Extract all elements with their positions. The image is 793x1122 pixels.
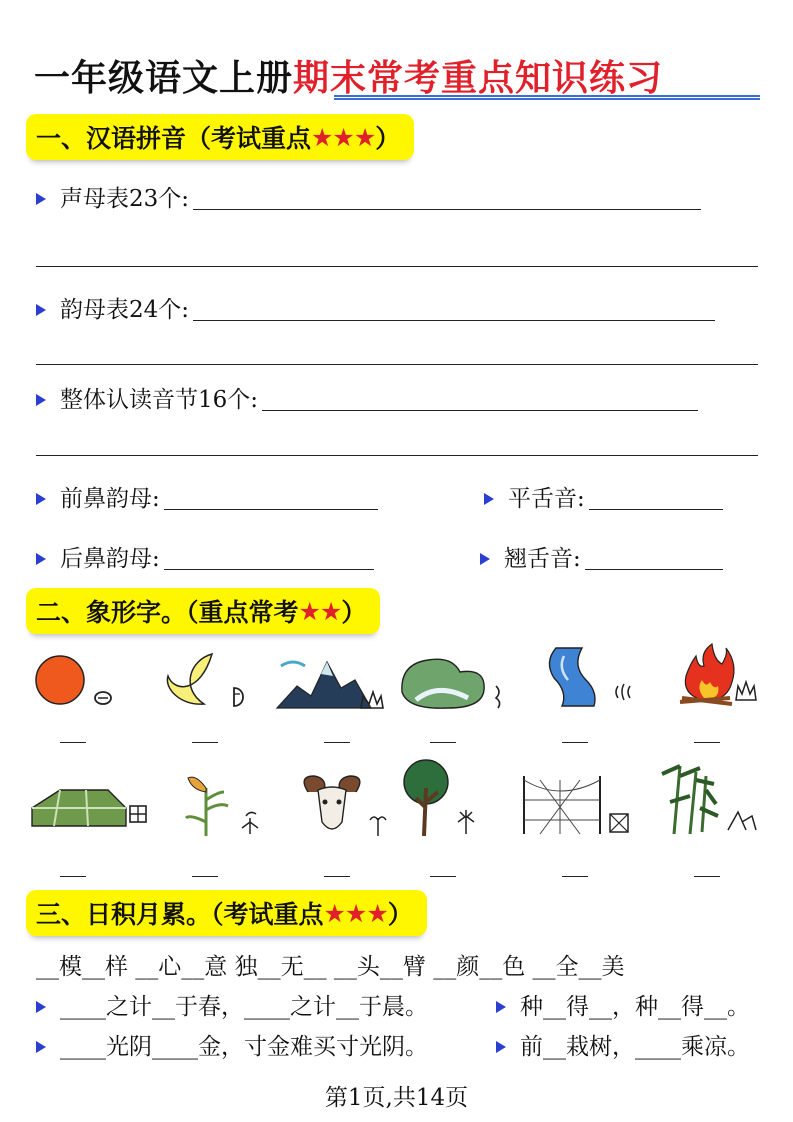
idiom-line-3b: [496, 1028, 750, 1061]
bullet-icon: [36, 493, 46, 505]
sun-glyph-icon: [95, 692, 111, 704]
bullet-icon: [496, 1041, 506, 1053]
net-glyph-icon: [610, 814, 628, 832]
qiaoshe-label: 翘舌音:: [504, 546, 581, 572]
star-rating: ★★★: [323, 898, 388, 928]
shengmu-row: [36, 180, 701, 213]
answer-blank[interactable]: [430, 742, 456, 743]
fire-picture: [672, 642, 762, 710]
bullet-icon: [496, 1001, 506, 1013]
section-pictograph-header: 二、象形字。（重点常考 ★★ ）: [26, 588, 380, 634]
qiaoshe-row: [480, 540, 723, 573]
stone-picture: [398, 652, 508, 712]
yunmu-answer-line[interactable]: [193, 320, 715, 321]
bamboo-picture: [656, 756, 762, 838]
answer-blank[interactable]: [60, 876, 86, 877]
sun-picture: [30, 650, 120, 710]
zhengti-row: [36, 381, 698, 414]
fire-glyph-icon: [736, 682, 756, 700]
section-pinyin-header: 一、汉语拼音（考试重点 ★★★ ）: [26, 114, 414, 160]
tree-picture: [396, 758, 492, 838]
proverb-plant: 种__得__，种__得__。: [520, 994, 750, 1020]
pingshe-answer-line[interactable]: [589, 509, 723, 510]
idiom-line-2b: [496, 988, 750, 1021]
idiom-line-1: __模__样 __心__意 独__无__ __头__臂 __颜__色 __全__美: [36, 954, 625, 980]
sheep-picture: [294, 772, 394, 838]
answer-blank[interactable]: [60, 742, 86, 743]
shengmu-answer-line-2[interactable]: [36, 266, 758, 267]
houbi-label: 后鼻韵母:: [60, 546, 160, 572]
moon-picture: [160, 648, 250, 712]
bullet-icon: [36, 1041, 46, 1053]
answer-blank[interactable]: [192, 876, 218, 877]
answer-blank[interactable]: [324, 742, 350, 743]
water-picture: [542, 644, 638, 710]
water-glyph-icon: [616, 684, 630, 700]
bullet-icon: [36, 553, 46, 565]
proverb-spring: ____之计__于春，____之计__于晨。: [60, 994, 428, 1020]
yunmu-answer-line-2[interactable]: [36, 364, 758, 365]
answer-blank[interactable]: [694, 742, 720, 743]
mountain-picture: [275, 652, 385, 710]
moon-glyph-icon: [234, 688, 243, 706]
page-title: 一年级语文上册期末常考重点知识练习: [34, 58, 664, 99]
pingshe-label: 平舌音:: [508, 486, 585, 512]
yunmu-row: [36, 291, 715, 324]
qianbi-row: [36, 480, 378, 513]
shengmu-answer-line[interactable]: [193, 209, 701, 210]
qiaoshe-answer-line[interactable]: [585, 569, 723, 570]
qianbi-label: 前鼻韵母:: [60, 486, 160, 512]
bullet-icon: [36, 193, 46, 205]
answer-blank[interactable]: [430, 876, 456, 877]
tree-glyph-icon: [458, 810, 474, 834]
bullet-icon: [480, 553, 490, 565]
stone-glyph-icon: [496, 686, 500, 708]
answer-blank[interactable]: [192, 742, 218, 743]
proverb-tree: 前__栽树，____乘凉。: [520, 1034, 750, 1060]
houbi-answer-line[interactable]: [164, 569, 374, 570]
bamboo-glyph-icon: [728, 812, 756, 830]
answer-blank[interactable]: [324, 876, 350, 877]
answer-blank[interactable]: [562, 742, 588, 743]
answer-blank[interactable]: [694, 876, 720, 877]
title-underline: [334, 95, 760, 100]
grain-picture: [176, 770, 266, 838]
bullet-icon: [484, 493, 494, 505]
zhengti-label: 整体认读音节16个:: [60, 387, 259, 413]
grain-glyph-icon: [242, 812, 258, 834]
page-number: 第1页,共14页: [324, 1085, 469, 1111]
houbi-row: [36, 540, 374, 573]
shengmu-label: 声母表23个:: [60, 186, 190, 212]
field-picture: [30, 786, 150, 836]
bullet-icon: [36, 304, 46, 316]
field-glyph-icon: [130, 806, 146, 822]
pingshe-row: [484, 480, 723, 513]
bullet-icon: [36, 1001, 46, 1013]
answer-blank[interactable]: [562, 876, 588, 877]
zhengti-answer-line-2[interactable]: [36, 455, 758, 456]
yunmu-label: 韵母表24个:: [60, 297, 190, 323]
net-picture: [520, 772, 632, 838]
proverb-time: ____光阴____金，寸金难买寸光阴。: [60, 1034, 428, 1060]
zhengti-answer-line[interactable]: [262, 410, 698, 411]
star-rating: ★★★: [311, 122, 376, 152]
bullet-icon: [36, 394, 46, 406]
sheep-glyph-icon: [370, 817, 386, 836]
idiom-line-3: [36, 1028, 428, 1061]
qianbi-answer-line[interactable]: [164, 509, 378, 510]
star-rating: ★★: [298, 596, 342, 626]
section-accumulation-header: 三、日积月累。（考试重点 ★★★ ）: [26, 890, 427, 936]
idiom-line-2: [36, 988, 428, 1021]
